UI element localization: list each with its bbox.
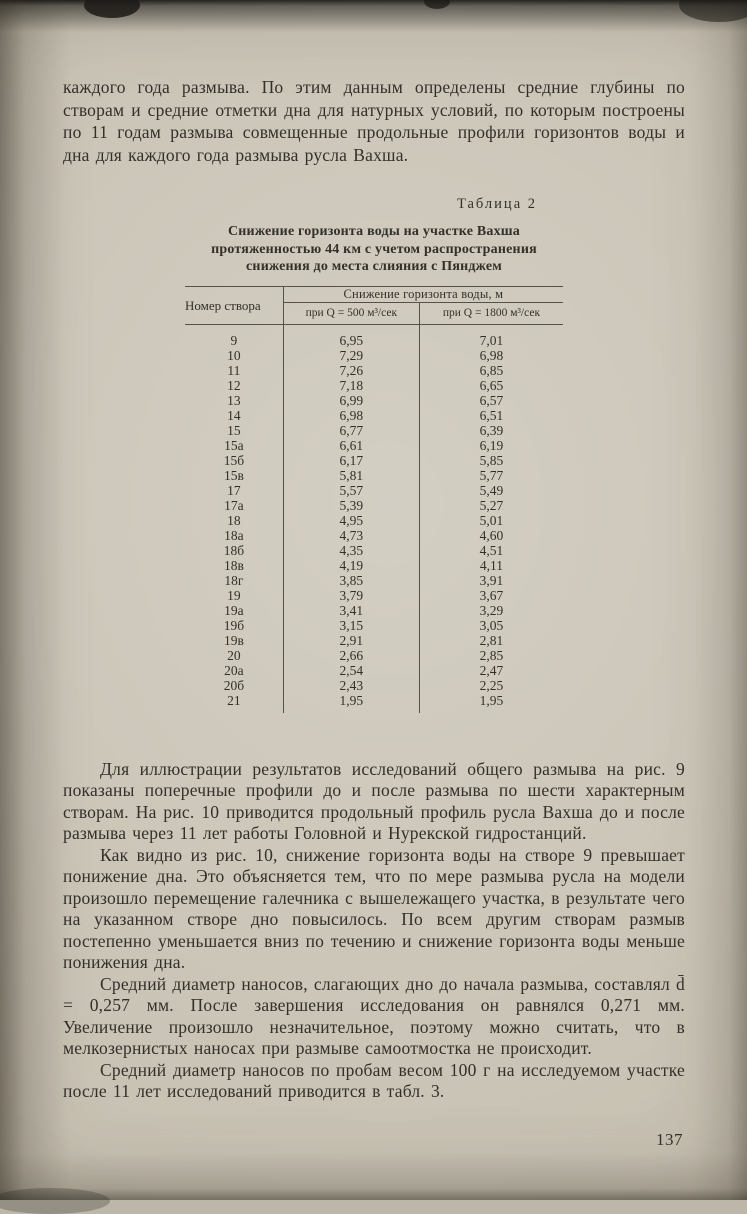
- column-header-q1800: при Q = 1800 м³/сек: [419, 302, 563, 324]
- value-q500: 5,39: [283, 498, 419, 513]
- section-number: 15: [185, 423, 283, 438]
- data-table: [185, 286, 563, 713]
- body-paragraphs: [63, 759, 685, 1103]
- table-row: [185, 498, 563, 513]
- intro-paragraph: каждого года размыва. По этим данным определены средние глубины по створам и средние отметки дна для натурных условий, по которым построены по 11 годам размыва совмещенные продольные профили горизонтов воды и дна для каждого года размыва русла Вахша.: [63, 77, 685, 165]
- table-row: [185, 678, 563, 693]
- section-number: 9: [185, 324, 283, 348]
- table-row: [185, 603, 563, 618]
- table-row: [185, 648, 563, 663]
- table-row: [185, 363, 563, 378]
- value-q1800: 4,60: [479, 527, 504, 543]
- value-q500: 2,91: [283, 633, 419, 648]
- section-number: 10: [185, 348, 283, 363]
- column-header-section: Номер створа: [185, 286, 283, 324]
- value-q500: 4,95: [283, 513, 419, 528]
- value-q1800: 3,05: [479, 617, 504, 633]
- value-q500: 1,95: [283, 693, 419, 713]
- table-title: Снижение горизонта воды на участке Вахша протяженностью 44 км с учетом распространения снижения до места слияния с Пянджем: [211, 224, 537, 274]
- section-number: 19: [185, 588, 283, 603]
- section-number: 18б: [185, 543, 283, 558]
- value-q500: 7,26: [283, 363, 419, 378]
- section-number: 20а: [185, 663, 283, 678]
- table-row: [185, 618, 563, 633]
- value-q1800: 4,11: [479, 557, 504, 573]
- value-q500: 4,19: [283, 558, 419, 573]
- value-q1800: 6,51: [479, 407, 504, 423]
- section-number: 13: [185, 393, 283, 408]
- value-q500: 4,35: [283, 543, 419, 558]
- value-q1800: 7,01: [479, 332, 504, 348]
- table-row: [185, 513, 563, 528]
- value-q1800: 5,49: [479, 482, 504, 498]
- value-q1800: 4,51: [479, 542, 504, 558]
- section-number: 15б: [185, 453, 283, 468]
- value-q1800: 5,27: [479, 497, 504, 513]
- value-q1800: 3,67: [479, 587, 504, 603]
- section-number: 17а: [185, 498, 283, 513]
- value-q500: 6,98: [283, 408, 419, 423]
- value-q1800: 5,85: [479, 452, 504, 468]
- table-row: [185, 528, 563, 543]
- value-q500: 2,43: [283, 678, 419, 693]
- section-number: 18а: [185, 528, 283, 543]
- section-number: 12: [185, 378, 283, 393]
- value-q500: 7,18: [283, 378, 419, 393]
- value-q500: 3,41: [283, 603, 419, 618]
- section-number: 18в: [185, 558, 283, 573]
- table-row: [185, 408, 563, 423]
- value-q1800: 2,25: [479, 677, 504, 693]
- value-q500: 6,77: [283, 423, 419, 438]
- table-header: [185, 286, 563, 324]
- table-row: [185, 558, 563, 573]
- section-number: 17: [185, 483, 283, 498]
- section-number: 19в: [185, 633, 283, 648]
- table-row: [185, 393, 563, 408]
- paragraph: Средний диаметр наносов по пробам весом 100 г на исследуемом участке после 11 лет исследований приводится в табл. 3.: [63, 1059, 685, 1101]
- value-q500: 5,57: [283, 483, 419, 498]
- section-number: 18г: [185, 573, 283, 588]
- table-row: [185, 378, 563, 393]
- page-number: 137: [656, 1130, 683, 1149]
- paragraph: Для иллюстрации результатов исследований общего размыва на рис. 9 показаны поперечные профили до и после размыва по шести характерным створам. На рис. 10 приводится продольный профиль русла Вахша до и после размыва через 11 лет работы Головной и Нурекской гидростанций.: [63, 758, 685, 843]
- section-number: 20б: [185, 678, 283, 693]
- value-q500: 3,15: [283, 618, 419, 633]
- value-q500: 6,99: [283, 393, 419, 408]
- table-row: [185, 663, 563, 678]
- column-group-header: Снижение горизонта воды, м: [283, 286, 563, 302]
- scan-artifact: [0, 1188, 110, 1214]
- table-block: [185, 196, 563, 713]
- value-q500: 2,66: [283, 648, 419, 663]
- paragraph: Средний диаметр наносов, слагающих дно до начала размыва, составлял d̄ = 0,257 мм. После завершения исследования он равнялся 0,271 мм. Увеличение произошло незначительное, поэтому можно считать, что в мелкозернистых наносах при размыве самоотмостка не происходит.: [63, 973, 686, 1058]
- section-number: 19б: [185, 618, 283, 633]
- section-number: 11: [185, 363, 283, 378]
- value-q1800: 6,85: [479, 362, 504, 378]
- table-row: [185, 438, 563, 453]
- table-body: [185, 324, 563, 713]
- value-q1800: 5,77: [479, 467, 504, 483]
- value-q1800: 6,19: [479, 437, 504, 453]
- value-q1800: 2,47: [479, 662, 504, 678]
- value-q500: 6,95: [283, 324, 419, 348]
- value-q1800: 3,29: [479, 602, 504, 618]
- table-row: [185, 633, 563, 648]
- page-content: [63, 76, 685, 1103]
- column-header-q500: при Q = 500 м³/сек: [283, 302, 419, 324]
- value-q1800: 3,91: [479, 572, 504, 588]
- value-q1800: 6,98: [479, 347, 504, 363]
- table-row: [185, 468, 563, 483]
- table-row: [185, 588, 563, 603]
- table-row: [185, 423, 563, 438]
- value-q500: 6,61: [283, 438, 419, 453]
- value-q1800: 6,65: [479, 377, 504, 393]
- section-number: 20: [185, 648, 283, 663]
- table-row: [185, 543, 563, 558]
- value-q500: 7,29: [283, 348, 419, 363]
- value-q1800: 6,57: [479, 392, 504, 408]
- table-label: Таблица 2: [456, 196, 537, 212]
- value-q500: 2,54: [283, 663, 419, 678]
- paragraph: Как видно из рис. 10, снижение горизонта воды на створе 9 превышает понижение дна. Это объясняется тем, что по мере размыва русла на модели произошло перемещение галечника с вышележащего участка, в результате чего на указанном створе дно повысилось. По всем другим створам размыв постепенно уменьшается вниз по течению и снижение горизонта воды меньше понижения дна.: [63, 844, 685, 972]
- section-number: 15а: [185, 438, 283, 453]
- value-q1800: 5,01: [479, 512, 504, 528]
- table-row: [185, 693, 563, 713]
- section-number: 21: [185, 693, 283, 713]
- table-row: [185, 348, 563, 363]
- value-q1800: 2,81: [479, 632, 504, 648]
- value-q1800: 6,39: [479, 422, 504, 438]
- value-q500: 6,17: [283, 453, 419, 468]
- section-number: 15в: [185, 468, 283, 483]
- value-q500: 5,81: [283, 468, 419, 483]
- table-row: [185, 573, 563, 588]
- value-q500: 4,73: [283, 528, 419, 543]
- section-number: 14: [185, 408, 283, 423]
- value-q500: 3,79: [283, 588, 419, 603]
- table-row: [185, 483, 563, 498]
- section-number: 19а: [185, 603, 283, 618]
- value-q500: 3,85: [283, 573, 419, 588]
- table-row: [185, 453, 563, 468]
- value-q1800: 2,85: [479, 647, 504, 663]
- table-row: [185, 324, 563, 348]
- section-number: 18: [185, 513, 283, 528]
- value-q1800: 1,95: [479, 692, 504, 708]
